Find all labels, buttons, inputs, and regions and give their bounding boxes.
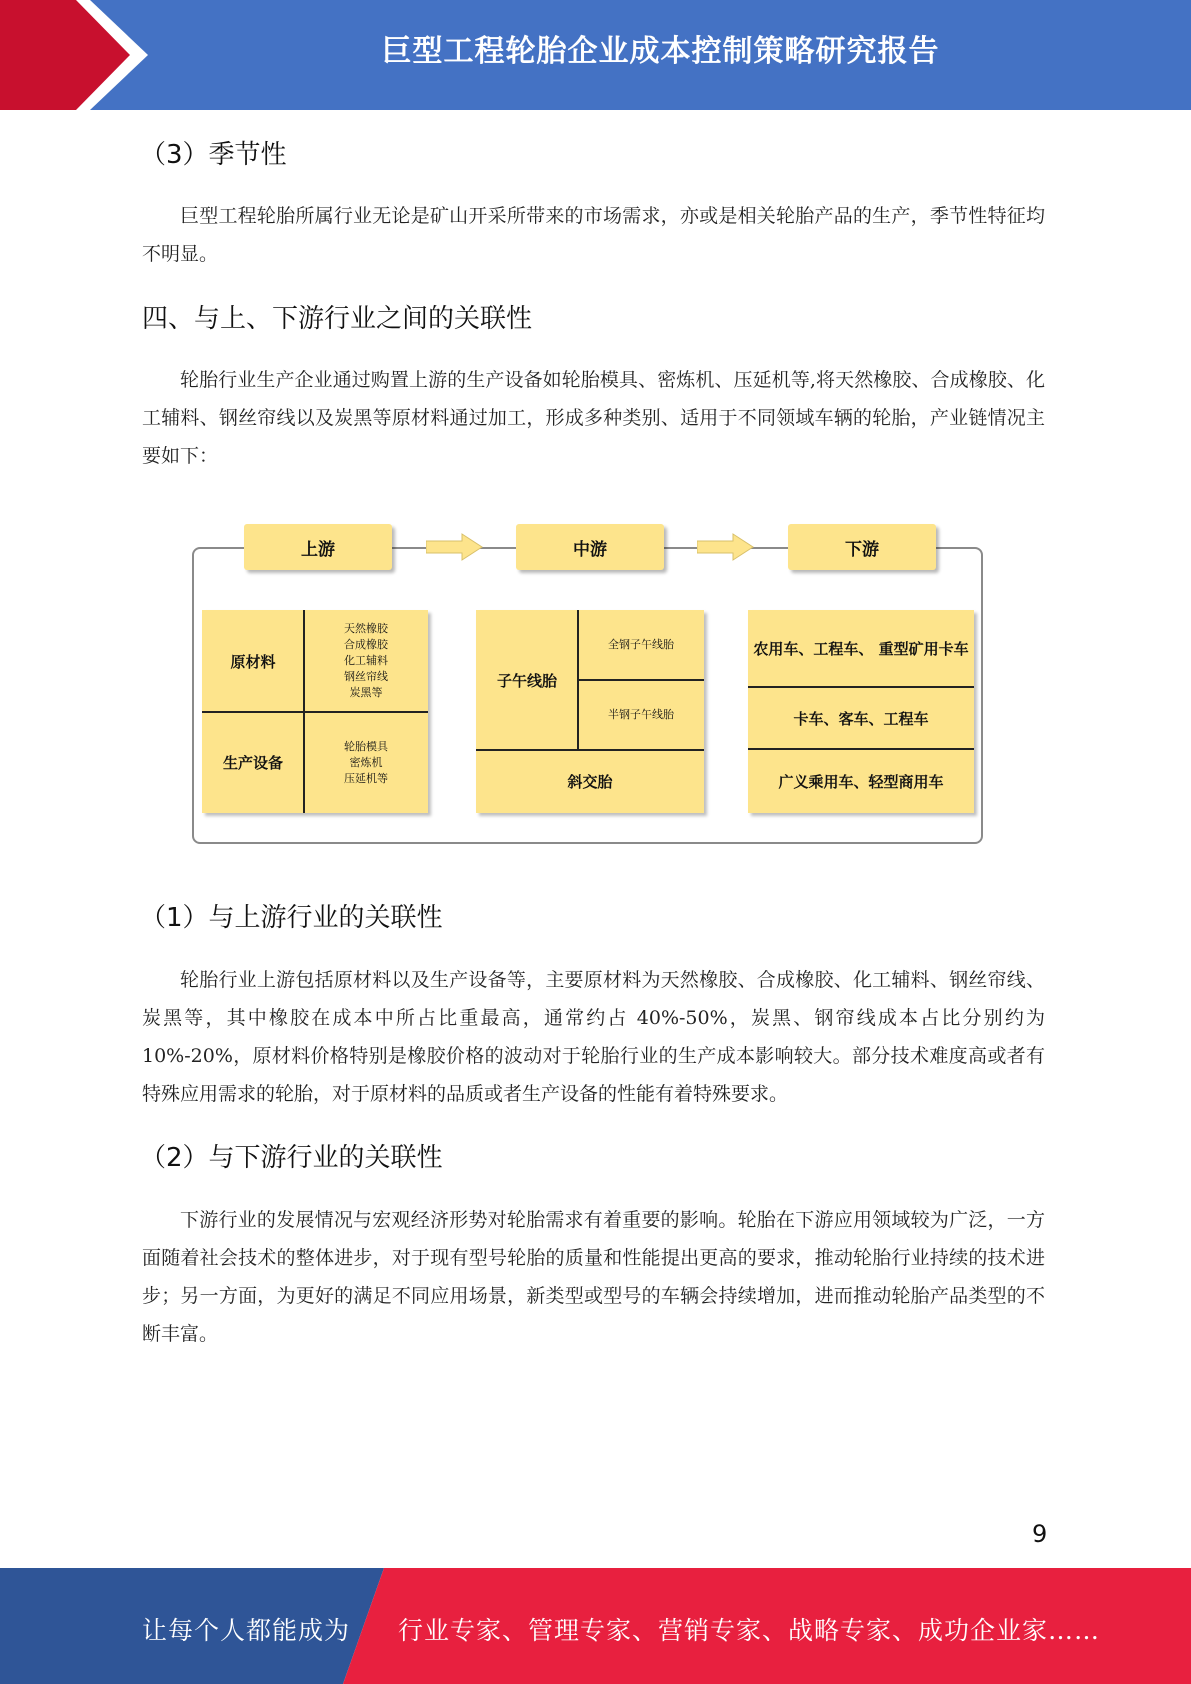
- downstream-row-3: 广义乘用车、轻型商用车: [778, 772, 944, 791]
- page-number: 9: [1032, 1520, 1048, 1548]
- downstream-row-1-line: 重型矿用卡车: [878, 640, 969, 658]
- raw-material-item: 钢丝帘线: [344, 670, 388, 683]
- raw-material-item: 炭黑等: [349, 686, 383, 699]
- upstream-block: [202, 610, 428, 813]
- divider: [577, 679, 704, 681]
- page-footer: [0, 1568, 1191, 1684]
- raw-material-item: 合成橡胶: [344, 638, 388, 651]
- arrow-right-icon: [697, 532, 755, 562]
- seasonality-paragraph: 巨型工程轮胎所属行业无论是矿山开采所带来的市场需求，亦或是相关轮胎产品的生产，季节性特征均不明显。: [142, 205, 1045, 265]
- divider: [202, 711, 428, 713]
- bias-tire-label: 斜交胎: [567, 773, 613, 791]
- stage-midstream: 中游: [516, 524, 664, 570]
- arrow-right-icon: [426, 532, 484, 562]
- chain-paragraph: 轮胎行业生产企业通过购置上游的生产设备如轮胎模具、密炼机、压延机等,将天然橡胶、合成橡胶、化工辅料、钢丝帘线以及炭黑等原材料通过加工，形成多种类别、适用于不同领域车辆的轮胎，产业链情况主要如下：: [142, 369, 1045, 467]
- all-steel-radial-label: 全钢子午线胎: [608, 638, 674, 651]
- footer-slogan-left: 让每个人都能成为: [142, 1616, 351, 1645]
- stage-upstream: 上游: [244, 524, 392, 570]
- downstream-row-2: 卡车、客车、工程车: [793, 709, 929, 728]
- downstream-row-1-line: 农用车、工程车、: [753, 640, 874, 658]
- raw-materials-list: [304, 610, 428, 712]
- header-arrow-icon: [0, 0, 160, 110]
- raw-material-item: 天然橡胶: [344, 622, 388, 635]
- equipment-item: 密炼机: [349, 755, 383, 769]
- report-title: 巨型工程轮胎企业成本控制策略研究报告: [381, 34, 940, 69]
- seasonality-heading: （3）季节性: [140, 140, 287, 170]
- divider: [748, 748, 974, 750]
- equipment-label: 生产设备: [222, 754, 283, 772]
- downstream-paragraph: 下游行业的发展情况与宏观经济形势对轮胎需求有着重要的影响。轮胎在下游应用领域较为广泛，一方面随着社会技术的整体进步，对于现有型号轮胎的质量和性能提出更高的要求，推动轮胎行业持续的技术进步；另一方面，为更好的满足不同应用场景，新类型或型号的车辆会持续增加，进而推动轮胎产品类型的不断丰富。: [142, 1209, 1045, 1345]
- divider: [476, 749, 704, 751]
- industry-chain-diagram: [190, 520, 987, 850]
- page-header: [0, 0, 1191, 110]
- upstream-heading: （1）与上游行业的关联性: [140, 903, 443, 933]
- divider: [748, 686, 974, 688]
- downstream-row-1: [748, 610, 974, 687]
- footer-slogan-right: 行业专家、管理专家、营销专家、战略专家、成功企业家……: [398, 1616, 1101, 1645]
- downstream-heading: （2）与下游行业的关联性: [140, 1143, 443, 1173]
- chain-heading: 四、与上、下游行业之间的关联性: [142, 304, 533, 334]
- raw-material-item: 化工辅料: [344, 654, 388, 667]
- radial-tire-label: 子午线胎: [496, 671, 557, 690]
- upstream-paragraph: 轮胎行业上游包括原材料以及生产设备等，主要原材料为天然橡胶、合成橡胶、化工辅料、钢丝帘线、炭黑等，其中橡胶在成本中所占比重最高，通常约占 40%-50%，炭黑、钢帘线成本占比分别约为 10%-20%，原材料价格特别是橡胶价格的波动对于轮胎行业的生产成本影响较大。部分技术难度高或者有特殊应用需求的轮胎，对于原材料的品质或者生产设备的性能有着特殊要求。: [142, 969, 1045, 1105]
- downstream-block: [748, 610, 974, 813]
- equipment-list: [304, 712, 428, 813]
- equipment-item: 轮胎模具: [344, 739, 388, 753]
- midstream-block: [476, 610, 704, 813]
- stage-downstream: 下游: [788, 524, 936, 570]
- raw-materials-label: 原材料: [230, 652, 276, 671]
- equipment-item: 压延机等: [344, 771, 388, 785]
- semi-steel-radial-label: 半钢子午线胎: [608, 708, 674, 721]
